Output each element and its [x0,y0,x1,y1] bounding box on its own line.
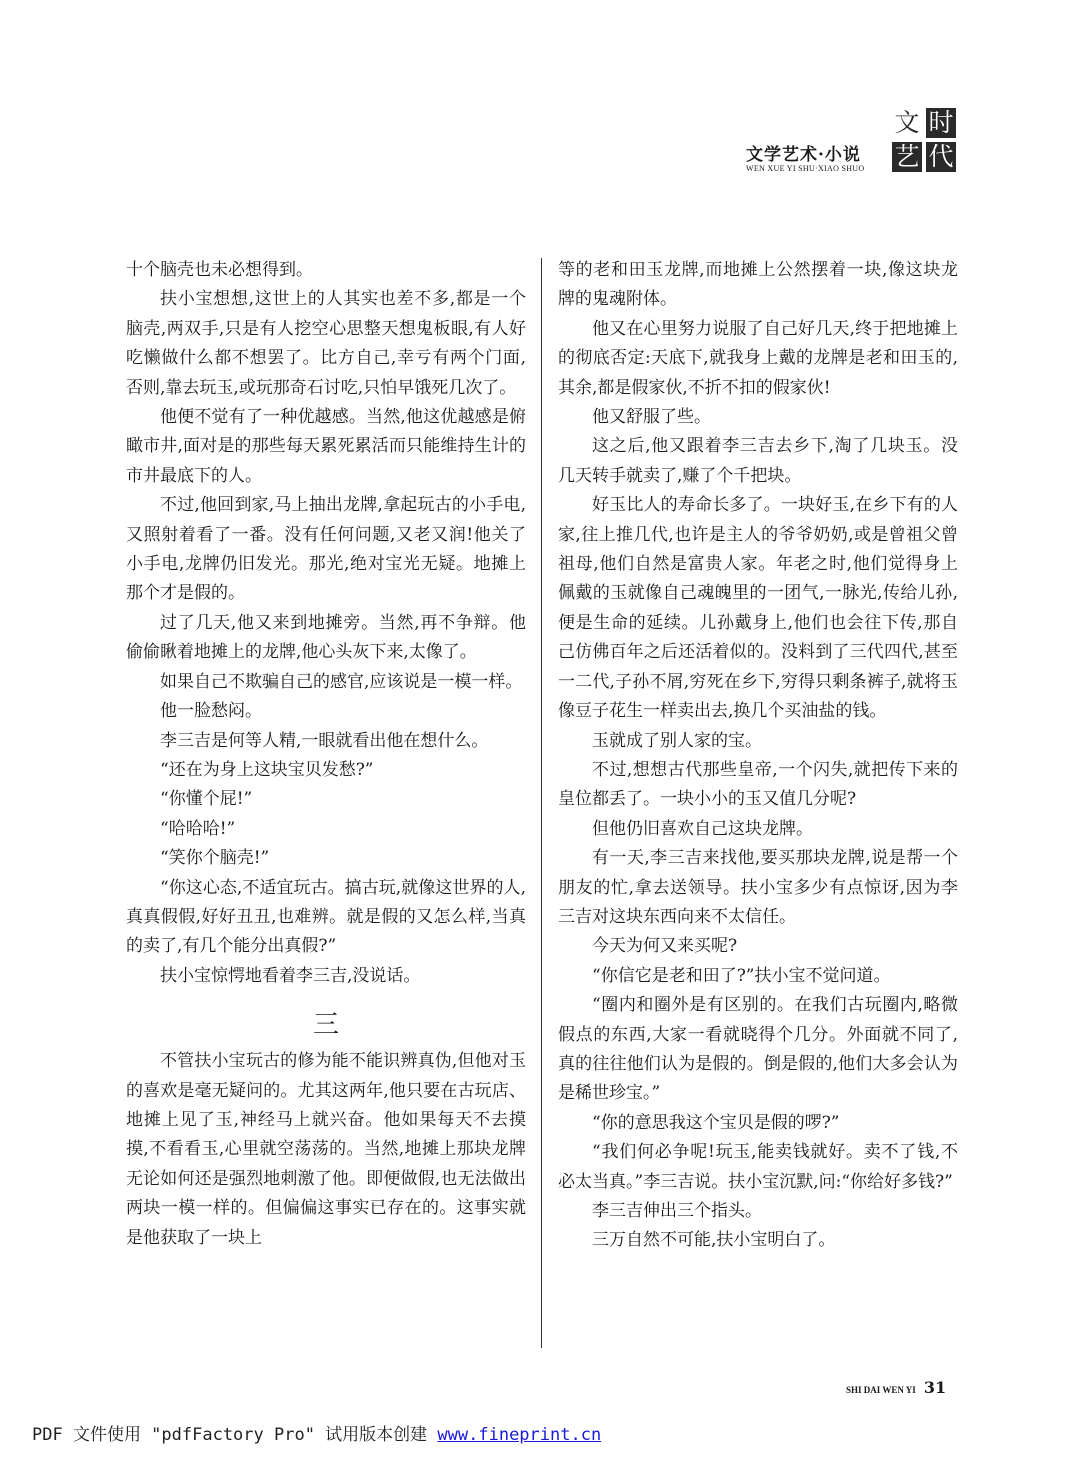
paragraph: 玉就成了别人家的宝。 [592,730,762,751]
logo-char: 代 [926,142,956,172]
paragraph: 他便不觉有了一种优越感。当然,他这优越感是俯瞰市井,面对是的那些每天累死累活而只能维持生计的市井最底下的人。 [126,407,526,486]
paragraph: 等的老和田玉龙牌,而地摊上公然摆着一块,像这块龙牌的鬼魂附体。 [558,260,958,310]
magazine-logo [892,108,958,174]
magazine-name: SHI DAI WEN YI [846,1385,916,1395]
paragraph: 但他仍旧喜欢自己这块龙牌。 [592,818,813,839]
pdf-watermark [32,1420,601,1445]
section-subtitle: WEN XUE YI SHU·XIAO SHUO [746,164,865,173]
paragraph: 三万自然不可能,扶小宝明白了。 [592,1230,836,1251]
paragraph: “还在为身上这块宝贝发愁?” [160,759,374,780]
logo-char: 艺 [892,142,922,172]
left-column [126,256,526,1253]
column-divider [541,258,542,1348]
paragraph: 李三吉是何等人精,一眼就看出他在想什么。 [160,730,489,751]
logo-char: 时 [926,108,956,138]
logo-char: 文 [892,108,922,138]
paragraph: 扶小宝惊愕地看着李三吉,没说话。 [160,965,421,986]
paragraph: 十个脑壳也未必想得到。 [126,260,313,280]
paragraph: 扶小宝想想,这世上的人其实也差不多,都是一个脑壳,两双手,只是有人挖空心思整天想鬼板眼,有人好吃懒做什么都不想罢了。比方自己,幸亏有两个门面,否则,靠去玩玉,或玩那奇石讨吃,只怕早饿死几次了。 [126,289,526,398]
section-title: 文学艺术·小说 [746,145,861,165]
paragraph: 他又在心里努力说服了自己好几天,终于把地摊上的彻底否定:天底下,就我身上戴的龙牌是老和田玉的,其余,都是假家伙,不折不扣的假家伙! [558,318,958,398]
page-number: 31 [923,1378,947,1397]
paragraph: “我们何必争呢!玩玉,能卖钱就好。卖不了钱,不必太当真。”李三吉说。扶小宝沉默,问:“你给好多钱?” [558,1142,958,1192]
paragraph: “哈哈哈!” [160,818,236,839]
paragraph: 不管扶小宝玩古的修为能不能识辨真伪,但他对玉的喜欢是毫无疑问的。尤其这两年,他只要在古玩店、地摊上见了玉,神经马上就兴奋。他如果每天不去摸摸,不看看玉,心里就空荡荡的。当然,地摊上那块龙牌无论如何还是强烈地刺激了他。即便做假,也无法做出两块一模一样的。但偏偏这事实已存在的。这事实就是他获取了一块上 [126,1051,526,1248]
paragraph: “你懂个屁!” [160,789,253,810]
section-heading: 三 [312,1010,339,1041]
paragraph: 今天为何又来买呢? [592,936,738,957]
paragraph: 他又舒服了些。 [592,407,711,428]
paragraph: “笑你个脑壳!” [160,848,270,869]
paragraph: 不过,他回到家,马上抽出龙牌,拿起玩古的小手电,又照射着看了一番。没有任何问题,又老又润!他关了小手电,龙牌仍旧发光。那光,绝对宝光无疑。地摊上那个才是假的。 [126,495,526,604]
paragraph: 有一天,李三吉来找他,要买那块龙牌,说是帮一个朋友的忙,拿去送领导。扶小宝多少有点惊讶,因为李三吉对这块东西向来不太信任。 [558,848,958,927]
right-column [558,256,958,1256]
paragraph: “圈内和圈外是有区别的。在我们古玩圈内,略微假点的东西,大家一看就晓得个几分。外面就不同了,真的往往他们认为是假的。倒是假的,他们大多会认为是稀世珍宝。” [558,995,958,1104]
watermark-text: PDF 文件使用 "pdfFactory Pro" 试用版本创建 [32,1425,428,1445]
paragraph: 他一脸愁闷。 [160,701,262,722]
paragraph: 不过,想想古代那些皇帝,一个闪失,就把传下来的皇位都丢了。一块小小的玉又值几分呢? [558,759,958,810]
paragraph: “你这心态,不适宜玩古。搞古玩,就像这世界的人,真真假假,好好丑丑,也难辨。就是假的又怎么样,当真的卖了,有几个能分出真假?” [126,877,526,957]
page-footer [846,1378,946,1397]
paragraph: “你的意思我这个宝贝是假的啰?” [592,1112,840,1133]
fineprint-link[interactable]: www.fineprint.cn [437,1425,602,1445]
paragraph: “你信它是老和田了?”扶小宝不觉问道。 [592,965,891,986]
page-header [740,108,960,178]
paragraph: 好玉比人的寿命长多了。一块好玉,在乡下有的人家,往上推几代,也许是主人的爷爷奶奶,或是曾祖父曾祖母,他们自然是富贵人家。年老之时,他们觉得身上佩戴的玉就像自己魂魄里的一团气,一脉光,传给儿孙,便是生命的延续。儿孙戴身上,他们也会往下传,那自己仿佛百年之后还活着似的。没料到了三代四代,甚至一二代,子孙不屑,穷死在乡下,穷得只剩条裤子,就将玉像豆子花生一样卖出去,换几个买油盐的钱。 [558,495,958,722]
paragraph: 如果自己不欺骗自己的感官,应该说是一模一样。 [160,671,523,692]
paragraph: 这之后,他又跟着李三吉去乡下,淘了几块玉。没几天转手就卖了,赚了个千把块。 [558,436,958,486]
paragraph: 过了几天,他又来到地摊旁。当然,再不争辩。他偷偷瞅着地摊上的龙牌,他心头灰下来,太像了。 [126,612,526,663]
paragraph: 李三吉伸出三个指头。 [592,1201,762,1221]
